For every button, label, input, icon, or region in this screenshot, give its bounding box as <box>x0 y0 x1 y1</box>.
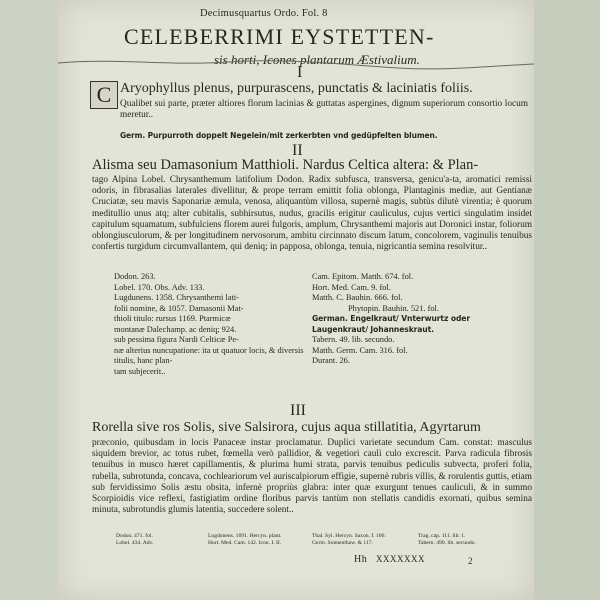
entry-3-references-1 <box>116 533 186 547</box>
ref-line: Lugdunens. 1691. Hercyn. plant. <box>208 533 282 539</box>
torn-paper-seam <box>58 56 534 76</box>
page-title: CELEBERRIMI EYSTETTEN- <box>124 24 435 49</box>
ref-line: Germ. Sonnenthaw. & 117. <box>312 540 373 546</box>
ref-line: Lugdunens. 1358. Chrysanthemi lati- <box>114 293 239 302</box>
ref-line: tam subjecerit.. <box>114 366 166 376</box>
running-head: Decimusquartus Ordo. Fol. 8 <box>200 8 328 19</box>
ref-line: folii nomine, & 1057. Damasonii Mat- <box>114 303 244 313</box>
entry-number-3: III <box>290 402 306 419</box>
ref-line-german: Laugenkraut/ Johanneskraut. <box>312 324 434 334</box>
page-margin-left <box>0 0 58 600</box>
entry-2-text: tago Alpina Lobel. Chrysanthemum latifolium Dodon. Radix subfusca, transversa, genicu'a-ta, aromatici remissi odoris, in fibrasalias laterales divellitur, & prope terram emittit folia oblonga, Plantaginis mediæ, aut Gentianæ Cruciatæ, seu mavis Saponariæ æmula, venosa, aliquantùm villosa, supernè magis, subtùs dilutè virentia; è quorum meditullio unus atq; alter cubitalis, subhirsutus, nudus, gracilis erigitur cauliculus, cujus vertici singulatim insidet capitulum squamatum, subfulciens florem aurei fulgoris, amplum, Chrysanthemi majoris aut Doronici instar, foliorum oblongiusculorum, & per longitudinem nervosorum, ambitu circinnato discum latum, concolorem, vaginulis tenuibus confertis turgidum circumvallantem, qui deniq; in papposa, oblonga, tenuia, nigricantia semina resolvitur.. <box>92 175 532 253</box>
ref-line: Tabern. 49. lib. secundo. <box>312 335 395 344</box>
ref-line: Lobel. 170. Obs. Adv. 133. <box>114 282 205 292</box>
entry-2-heading: Alisma seu Damasonium Matthioli. Nardus Celtica altera: & Plan- <box>92 157 479 173</box>
entry-2-references-left <box>114 272 310 377</box>
ref-line: Durant. 26. <box>312 356 350 365</box>
signature-mark: Hh <box>354 554 368 565</box>
ref-line: Phytopin. Bauhin. 521. fol. <box>348 303 439 313</box>
decorated-initial: C <box>90 81 118 109</box>
entry-1-text: Qualibet sui parte, præter altiores florum lacinias & guttatas aspergines, dignum superiorum consortio locum meretur.. <box>120 99 528 121</box>
signature-cross-marks: XXXXXXX <box>376 554 425 564</box>
ref-line: Thal. Syl. Hercyn. Saxon. f. 106. <box>312 533 386 539</box>
ref-line: Dodon. 471. fol. <box>116 533 153 539</box>
ref-line: Trag. cap. 111. lib. 1. <box>418 533 466 539</box>
entry-1-heading: Aryophyllus plenus, purpurascens, punctatis & laciniatis foliis. <box>120 81 473 96</box>
ref-line-german: German. Engelkraut/ Vnterwurtz oder <box>312 314 470 323</box>
entry-3-references-3 <box>312 533 412 547</box>
ref-line: Cam. Epitom. Matth. 674. fol. <box>312 272 414 281</box>
page-margin-right <box>534 0 600 600</box>
page-number: 2 <box>468 556 473 566</box>
ref-line: næ alterius nuncupatione: ita ut quatuor locis, & diversis titulis, hanc plan- <box>114 345 304 365</box>
ref-line: Tabern. 490. lib. secundo. <box>418 540 476 546</box>
ref-line: Dodon. 263. <box>114 272 156 281</box>
ref-line: sub pessima figura Nardi Celticæ Pe- <box>114 335 239 344</box>
ref-line: Matth. Germ. Cam. 316. fol. <box>312 345 408 355</box>
entry-3-references-2 <box>208 533 308 547</box>
ref-line: Hort. Med. Cam. 142. Icon. I. II. <box>208 540 282 546</box>
ref-line: thioli titulo: rursus 1169. Ptarmicæ <box>114 314 231 323</box>
page-subtitle: sis horti, Icones plantarum Æstivalium. <box>214 52 420 67</box>
entry-number-2: II <box>292 142 303 159</box>
entry-1-german: Germ. Purpurroth doppelt Negelein/mit zerkerbten vnd gedüpfelten blumen. <box>120 131 438 140</box>
ref-line: Matth. C. Bauhin. 666. fol. <box>312 293 403 302</box>
ref-line: Hort. Med. Cam. 9. fol. <box>312 282 391 292</box>
ref-line: Lobel. 434. Adv. <box>116 540 154 546</box>
entry-3-heading: Rorella sive ros Solis, sive Salsirora, cujus aqua stillatitia, Agyrtarum <box>92 420 481 435</box>
entry-3-references-4 <box>418 533 518 547</box>
entry-2-references-right <box>312 272 522 367</box>
ref-line: montanæ Dalechamp. ac deniq; 924. <box>114 324 237 334</box>
entry-number-1: I <box>297 64 303 81</box>
entry-3-text: præconio, quibusdam in locis Panaceæ instar proclamatur. Duplici varietate secundum Cam. constat: masculus siquidem brevior, ac totus rubet, fœmella verò pallidior, & vegetiori cauli culo excrescit. Parva radicula fibrosis tenuibus in musco hæret capillamentis, & plurima humi strata, parvis tenuibus pediculis subvecta, proferi folia, rubella, subrotunda, concava, cochleariorum vel auriscalpiorum effigie, supernè rubris villis, & rorulentis guttis, etiam sub fervidissimo Solis æstu obsita, infernè propriùs glabra: inter quæ exurgunt tenues cauliculi, & in summo Scorpioidis vice reflexi, fastigiatim ordine floribus parvis tantùm non stellatis candidis exornati, quibus semina minuta, subrotundis glumis latentia, succedere solent.. <box>92 438 533 516</box>
